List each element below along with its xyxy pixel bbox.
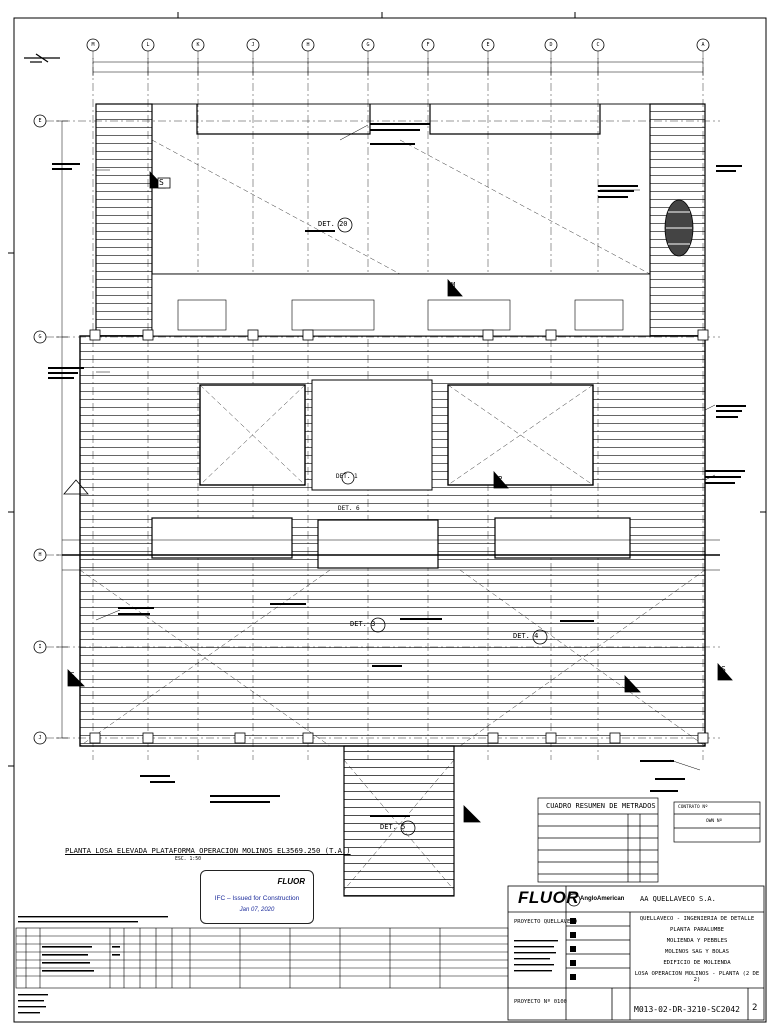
title-line: QUELLAVECO - INGENIERIA DE DETALLE: [639, 916, 755, 922]
grid-label-col: K: [196, 42, 200, 48]
grid-label-col: G: [366, 42, 370, 48]
grid-label-row: H: [38, 552, 42, 558]
stamp-date: Jan 07, 2020: [239, 907, 275, 913]
title-block-marks: [514, 918, 576, 980]
grid-label-col: H: [306, 42, 310, 48]
revision-number: 2: [752, 1003, 758, 1013]
client-logo-text: AngloAmerican: [580, 896, 625, 902]
grid-label-row: J: [38, 735, 42, 741]
section-letter: S: [159, 178, 164, 187]
slab-plan: [62, 104, 723, 896]
grid-label-col: A: [701, 42, 705, 48]
quantities-title: CUADRO RESUMEN DE METRADOS: [546, 802, 656, 810]
section-letter: P: [498, 475, 503, 483]
grid-label-col: D: [549, 42, 553, 48]
quantities-table: [538, 798, 760, 882]
north-arrow: [24, 54, 60, 62]
section-letter: S: [721, 665, 726, 674]
grid-label-row: G: [38, 334, 42, 340]
drawing-number: M013-02-DR-3210-SC2042: [634, 1005, 740, 1014]
revision-table: [16, 928, 508, 988]
title-line: PLANTA PARALUMBE: [670, 927, 724, 933]
owner-no-label: OWN Nº: [706, 819, 723, 824]
stamp-brand: FLUOR: [277, 877, 305, 886]
grid-label-col: M: [91, 42, 95, 48]
stamp-status: IFC – Issued for Construction: [214, 895, 300, 902]
title-line: MOLINOS SAG Y BOLAS: [665, 949, 729, 955]
section-letter: M: [451, 281, 456, 289]
project-label: PROYECTO QUELLAVECO: [514, 919, 577, 925]
ifc-stamp: [200, 870, 314, 924]
grid-label-col: L: [146, 42, 150, 48]
detail-callout: DET. 4: [513, 632, 539, 640]
title-line: MOLIENDA Y PEBBLES: [666, 938, 728, 944]
client-name: AA QUELLAVECO S.A.: [640, 895, 716, 903]
grid-columns: [87, 39, 709, 51]
contractor-logo: FLUOR: [518, 888, 580, 907]
grid-label-col: E: [486, 42, 490, 48]
project-no-label: PROYECTO Nº 0100: [514, 999, 567, 1005]
drawing-title: PLANTA LOSA ELEVADA PLATAFORMA OPERACION MOLINOS EL3569.250 (T.A.): [65, 846, 351, 855]
detail-callout: DET. 3: [350, 620, 376, 628]
grid-label-col: C: [596, 42, 600, 48]
revision-marks: [18, 916, 168, 1013]
drawing-scale: ESC. 1:50: [175, 857, 201, 862]
grid-label-row: I: [38, 644, 42, 650]
detail-callout: DET. 6: [338, 505, 360, 512]
title-line: LOSA OPERACION MOLINOS - PLANTA (2 DE 2): [634, 971, 760, 983]
title-line: EDIFICIO DE MOLIENDA: [663, 960, 731, 966]
detail-callout: DET. 5: [380, 823, 406, 831]
contract-label: CONTRATO Nº: [678, 805, 708, 810]
detail-callout: DET. 1: [336, 473, 358, 480]
grid-label-col: F: [426, 42, 430, 48]
detail-callout: DET. 20: [318, 220, 348, 228]
section-letter: S: [70, 671, 75, 680]
grid-label-col: J: [251, 42, 255, 48]
grid-label-row: E: [38, 118, 42, 124]
